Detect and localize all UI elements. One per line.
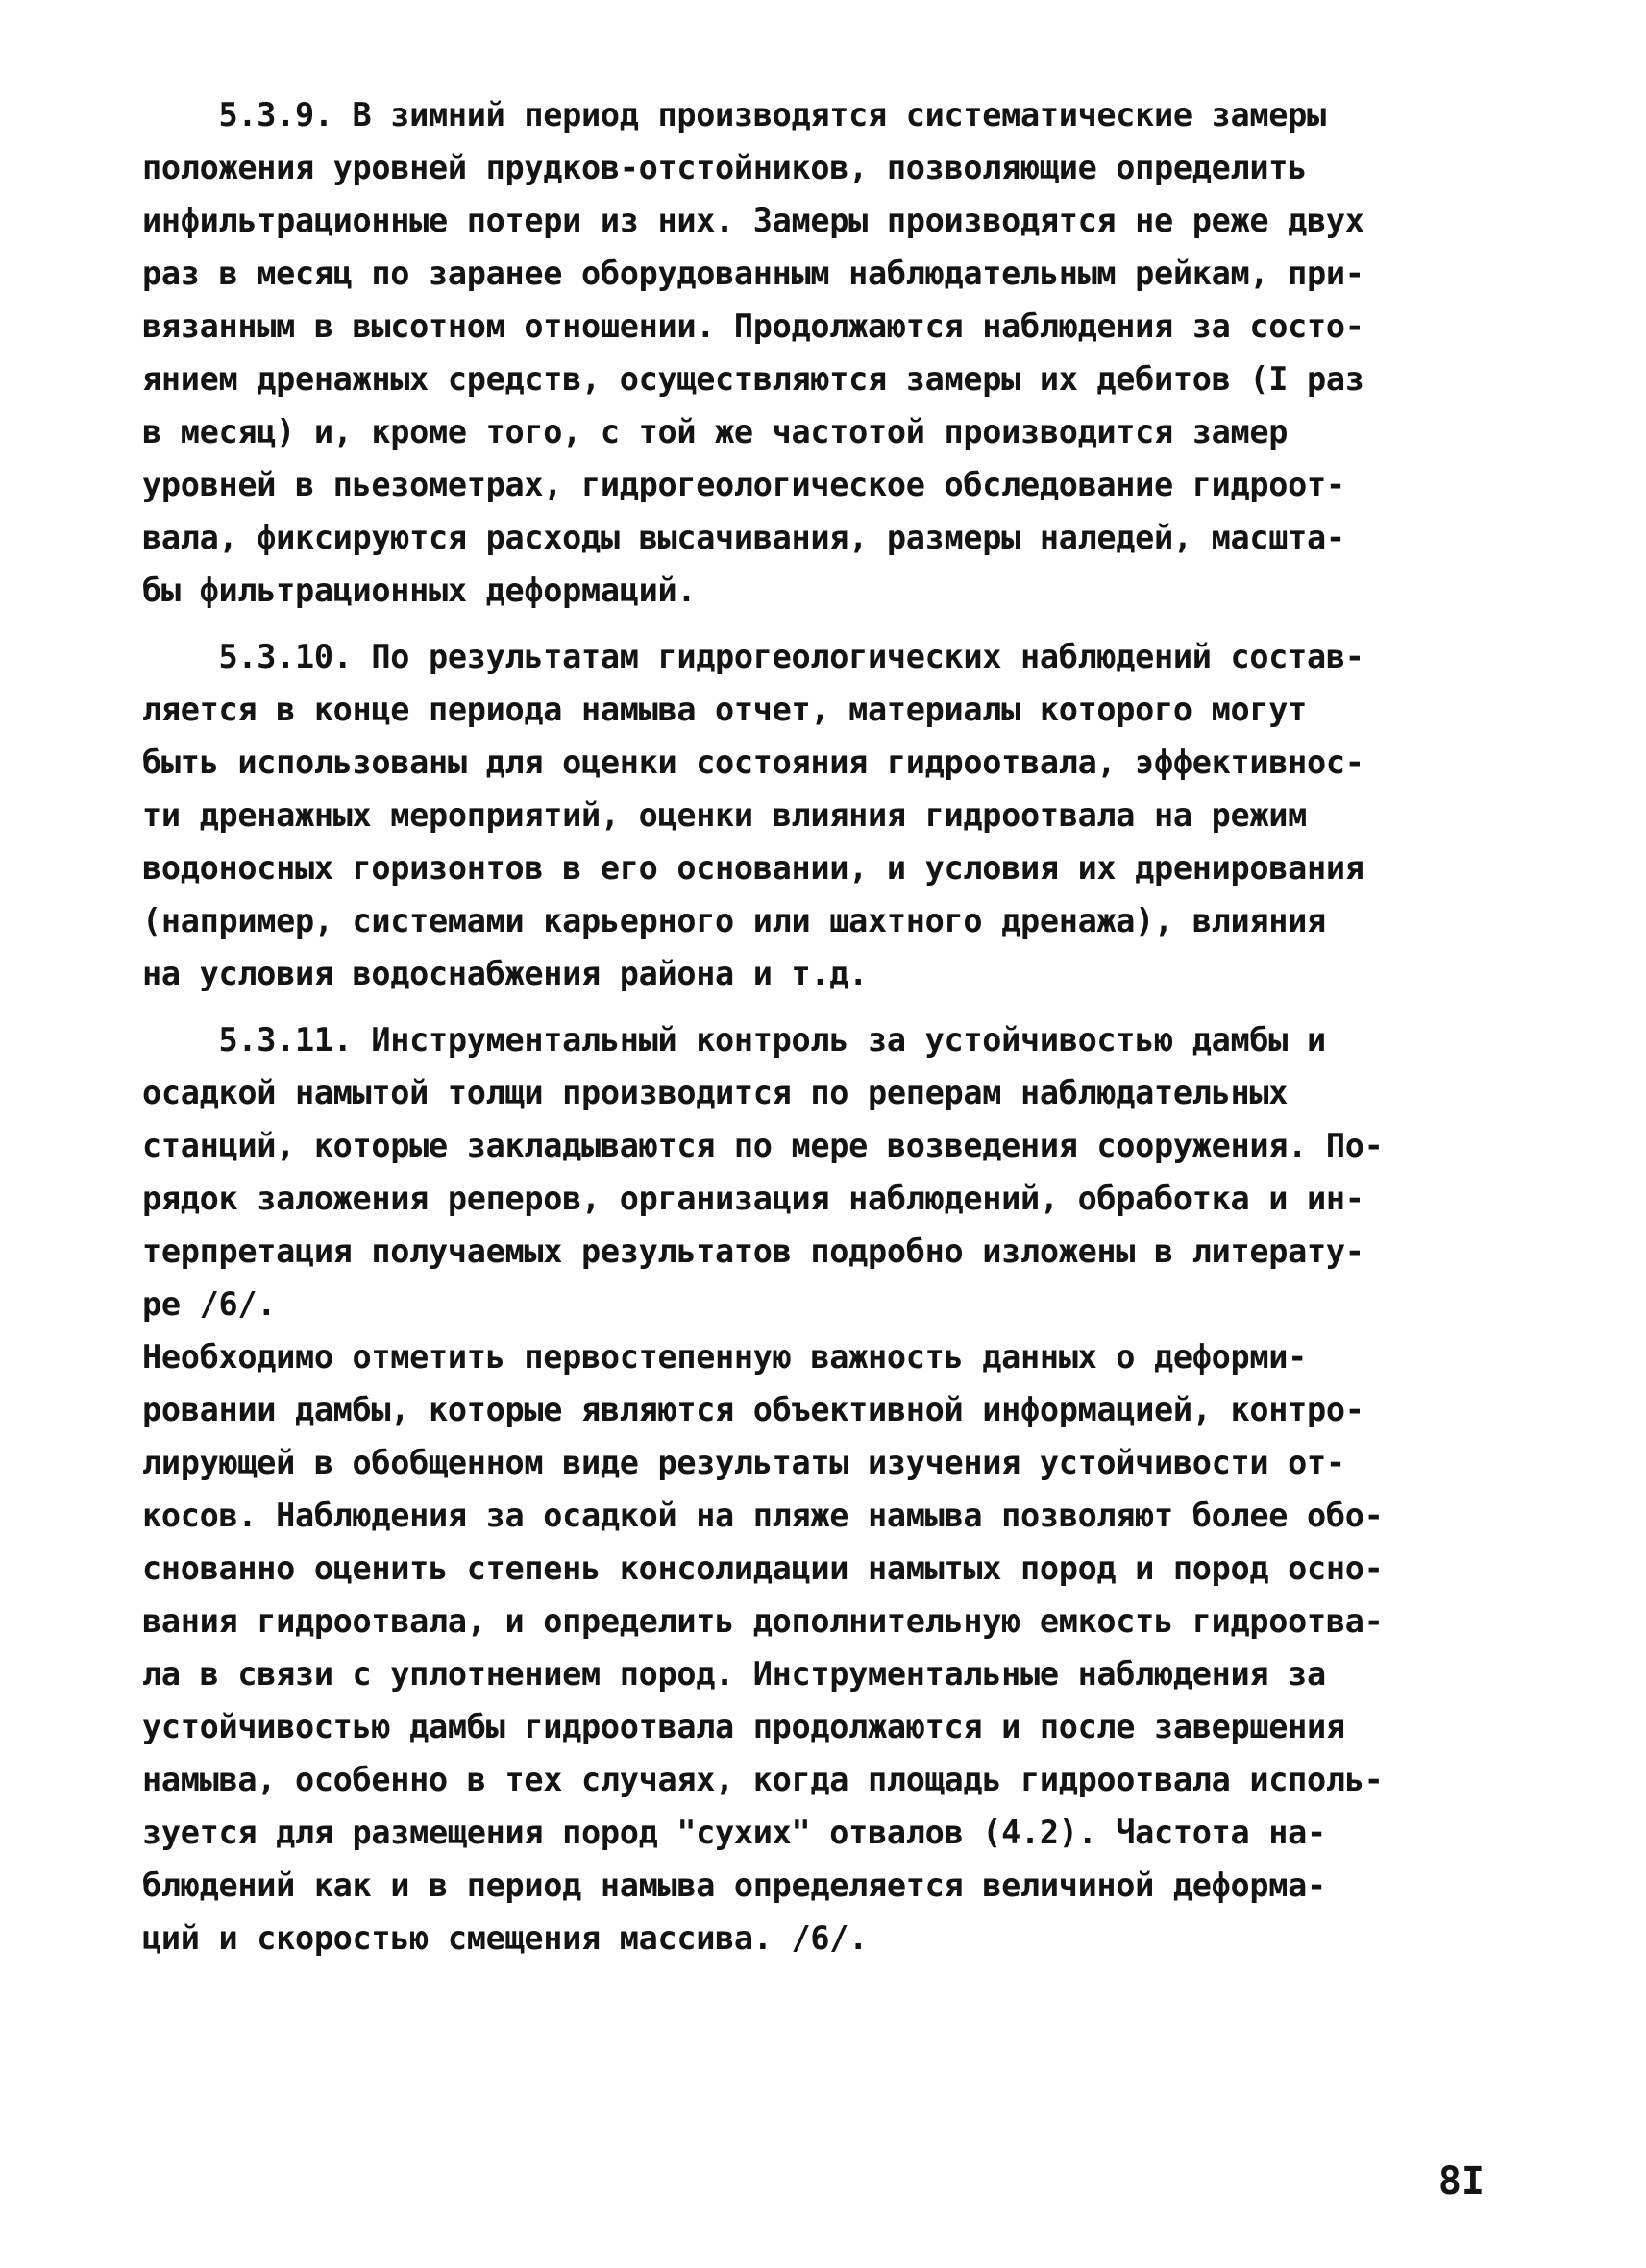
text-line: вания гидроотвала, и определить дополнительную емкость гидроотва- [142,1602,1384,1640]
paragraph-5-3-10 [142,630,1516,1000]
text-line: вала, фиксируются расходы высачивания, размеры наледей, масшта- [142,519,1345,556]
text-line: намыва, особенно в тех случаях, когда площадь гидроотвала исполь- [142,1761,1384,1798]
text-line: устойчивостью дамбы гидроотвала продолжаются и после завершения [142,1708,1345,1745]
text-line: водоносных горизонтов в его основании, и условия их дренирования [142,849,1364,887]
text-line: на условия водоснабжения района и т.д. [142,955,869,992]
text-line: 5.3.9. В зимний период производятся систематические замеры [142,96,1326,134]
text-line: раз в месяц по заранее оборудованным наблюдательным рейкам, при- [142,255,1364,292]
text-line: 5.3.10. По результатам гидрогеологических наблюдений состав- [142,638,1364,675]
text-line: Необходимо отметить первостепенную важность данных о деформи- [142,1338,1307,1376]
text-line: быть использованы для оценки состояния гидроотвала, эффективнос- [142,744,1364,781]
text-line: терпретация получаемых результатов подробно изложены в литерату- [142,1232,1364,1270]
text-line: в месяц) и, кроме того, с той же частотой производится замер [142,413,1289,451]
paragraph-deformation-importance [142,1330,1516,1964]
text-line: (например, системами карьерного или шахтного дренажа), влияния [142,902,1326,939]
text-line: 5.3.11. Инструментальный контроль за устойчивостью дамбы и [142,1021,1326,1059]
text-line: вязанным в высотном отношении. Продолжаются наблюдения за состо- [142,307,1364,345]
text-line: ровании дамбы, которые являются объективной информацией, контро- [142,1391,1364,1428]
text-line: станций, которые закладываются по мере возведения сооружения. По- [142,1127,1384,1164]
text-line: рядок заложения реперов, организация наблюдений, обработка и ин- [142,1180,1364,1217]
text-line: ляется в конце периода намыва отчет, материалы которого могут [142,691,1307,728]
text-line: инфильтрационные потери из них. Замеры производятся не реже двух [142,202,1364,239]
text-line: снованно оценить степень консолидации намытых пород и пород осно- [142,1549,1384,1587]
text-line: бы фильтрационных деформаций. [142,572,697,609]
body-text [142,88,1516,1978]
text-line: положения уровней прудков-отстойников, позволяющие определить [142,149,1307,186]
page-number: 8I [1437,2159,1485,2204]
text-line: янием дренажных средств, осуществляются замеры их дебитов (I раз [142,360,1364,398]
text-line: ла в связи с уплотнением пород. Инструментальные наблюдения за [142,1655,1326,1693]
text-line: косов. Наблюдения за осадкой на пляже намыва позволяют более обо- [142,1497,1384,1534]
text-line: ций и скоростью смещения массива. /6/. [142,1919,869,1957]
text-line: лирующей в обобщенном виде результаты изучения устойчивости от- [142,1444,1345,1481]
text-line: уровней в пьезометрах, гидрогеологическое обследование гидроот- [142,466,1345,503]
paragraph-5-3-11 [142,1013,1516,1330]
text-line: зуется для размещения пород "сухих" отвалов (4.2). Частота на- [142,1814,1326,1851]
text-line: осадкой намытой толщи производится по реперам наблюдательных [142,1074,1289,1111]
text-line: ти дренажных мероприятий, оценки влияния гидроотвала на режим [142,796,1307,834]
text-line: ре /6/. [142,1285,277,1323]
text-line: блюдений как и в период намыва определяется величиной деформа- [142,1866,1326,1904]
paragraph-5-3-9 [142,88,1516,617]
